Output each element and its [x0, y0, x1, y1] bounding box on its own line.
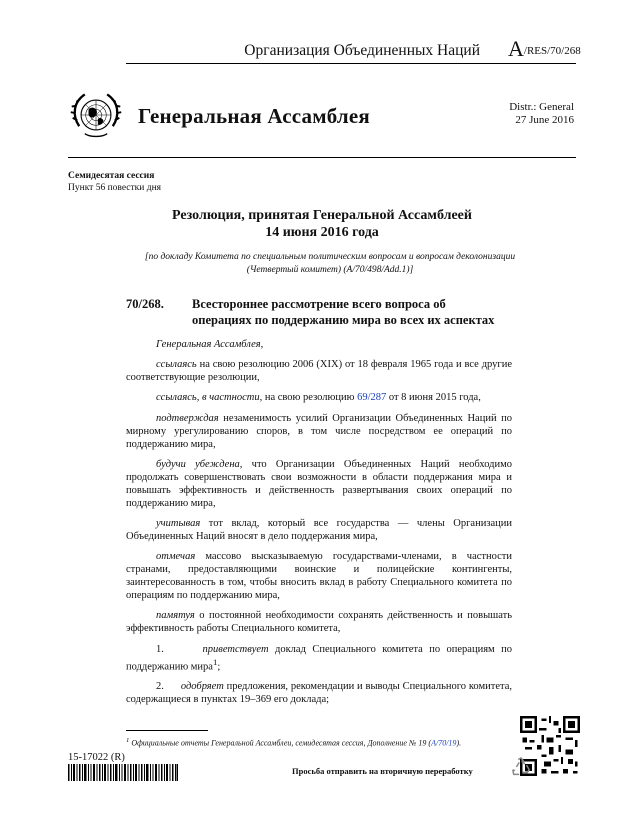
- preamble-paragraph: Генеральная Ассамблея,: [156, 339, 264, 350]
- title-line-1: Резолюция, принятая Генеральной Ассамблеей: [172, 208, 472, 223]
- distribution-info: [480, 101, 574, 127]
- topic-line-2: операциях по поддержанию мира во всех их аспектах: [192, 312, 495, 327]
- footnote-link[interactable]: A/70/19: [431, 738, 457, 748]
- footnote-rule: [126, 730, 208, 731]
- issue-date: 27 June 2016: [515, 114, 574, 126]
- barcode-icon: [68, 764, 178, 781]
- report-line-1: [по докладу Комитета по специальным политическим вопросам и вопросам деколонизации: [144, 252, 516, 262]
- symbol-letter: A: [508, 36, 524, 61]
- session-info: [68, 170, 161, 194]
- recycle-icon: [510, 756, 532, 778]
- resolution-link[interactable]: 69/287: [357, 392, 387, 404]
- organization-name: Организация Объединенных Наций: [244, 42, 480, 59]
- document-number: 15-17022 (R): [68, 752, 125, 763]
- preamble-paragraph: подтверждая незаменимость усилий Организации Объединенных Наций по мирному урегулированию споров, в том числе посредством ее операций по поддержанию мира,: [126, 412, 512, 450]
- un-emblem-icon: [68, 87, 124, 143]
- agenda-item: Пункт 56 повестки дня: [68, 183, 162, 193]
- report-reference: [110, 251, 550, 277]
- report-line-2: (Четвертый комитет) (A/70/498/Add.1)]: [246, 265, 414, 275]
- recycle-note: Просьба отправить на вторичную переработку: [292, 766, 473, 776]
- preamble-paragraph: будучи убеждена, что Организации Объединенных Наций необходимо продолжать совершенствовать свои возможности в области поддержания мира и повышать эффективность и действенность развертывания своих операций по поддержанию мира,: [126, 458, 513, 509]
- operative-paragraph: 2. одобряет предложения, рекомендации и выводы Специального комитета, содержащиеся в пунктах 19–369 его доклада;: [126, 681, 512, 706]
- preamble-paragraph: ссылаясь, в частности, на свою резолюцию 69/287 от 8 июня 2015 года,: [156, 392, 481, 404]
- operative-paragraph: 1. приветствует доклад Специального комитета по операциям по поддержанию мира$^1$;: [126, 643, 512, 672]
- preamble-paragraph: памятуя о постоянной необходимости сохранять действенность и повышать эффективность работы Специального комитета,: [126, 610, 512, 635]
- resolution-number: 70/268.: [126, 297, 164, 311]
- header-rule: [68, 157, 576, 158]
- top-rule: [126, 63, 576, 64]
- preamble-paragraph: отмечая массово высказываемую государствами-членами, в частности странами, предоставляющими воинские и полицейские контингенты, заинтересованность в том, чтобы вносить вклад в работу Специального комитета по операциям по поддержанию мира,: [126, 551, 512, 602]
- title-line-2: 14 июня 2016 года: [265, 225, 379, 240]
- topic-line-1: Всестороннее рассмотрение всего вопроса об: [192, 297, 446, 311]
- symbol-rest: /RES/70/268: [523, 45, 581, 57]
- resolution-title: [68, 207, 576, 241]
- resolution-topic: [192, 297, 522, 328]
- footnote-ref[interactable]: 1: [212, 656, 218, 667]
- document-symbol: [508, 36, 581, 61]
- distribution-label: Distr.: General: [509, 101, 574, 113]
- footnote: $^1$ Официальные отчеты Генеральной Ассамблеи, семидесятая сессия, Дополнение № 19 (A/70/19).: [126, 737, 462, 748]
- preamble-paragraph: учитывая тот вклад, который все государства — члены Организации Объединенных Наций вносят в дело поддержания мира,: [126, 517, 512, 542]
- resolution-body: [126, 338, 512, 713]
- assembly-name: Генеральная Ассамблея: [138, 104, 370, 128]
- session-name: Семидесятая сессия: [68, 171, 155, 181]
- preamble-paragraph: ссылаясь на свою резолюцию 2006 (XIX) от 18 февраля 1965 года и все другие соответствующие резолюции,: [126, 359, 512, 384]
